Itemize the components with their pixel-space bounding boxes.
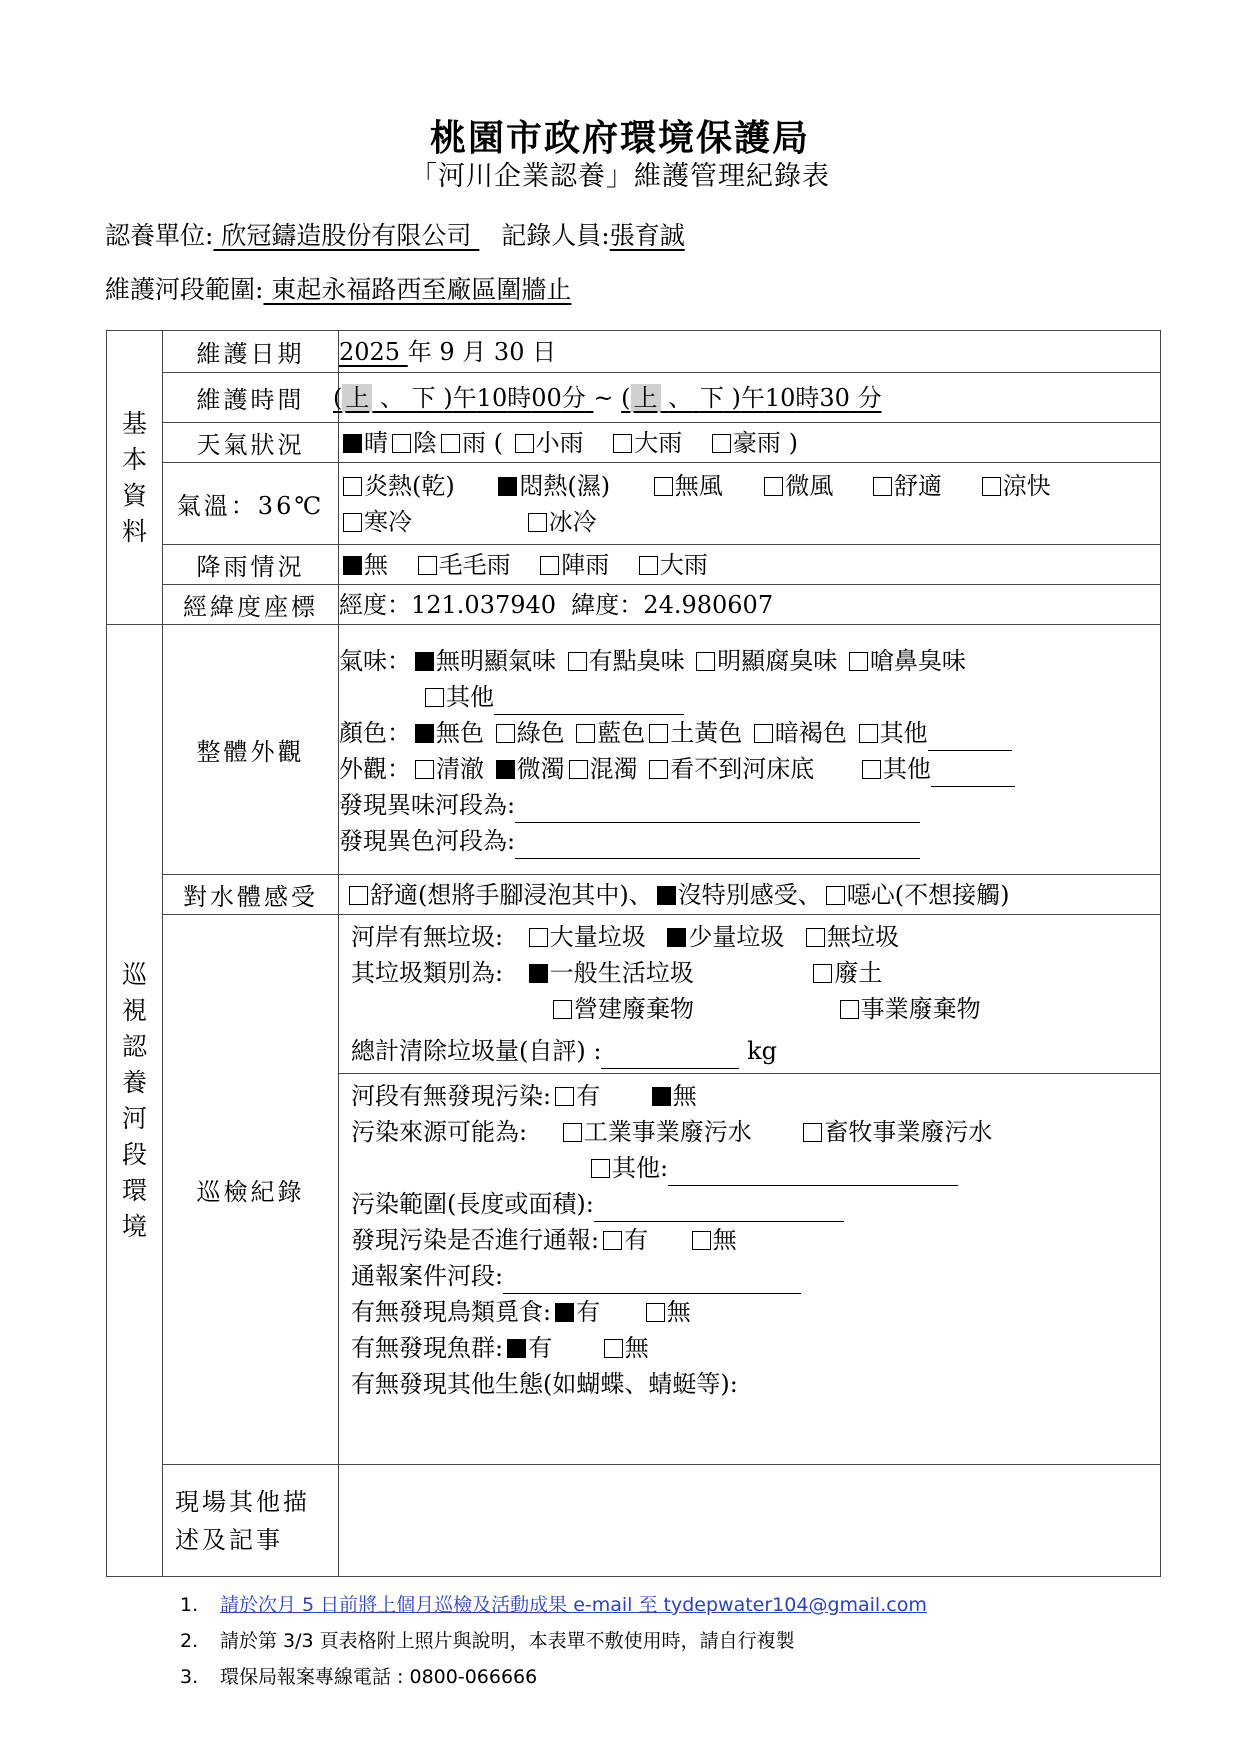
am-end-highlight[interactable]: 上 bbox=[631, 384, 661, 412]
checkbox-inspection-birds-1[interactable] bbox=[646, 1303, 665, 1322]
option-inspection-fish-0 bbox=[503, 1334, 552, 1362]
checkbox-label: 明顯腐臭味 bbox=[717, 646, 838, 675]
checkbox-label: 廢土 bbox=[834, 959, 883, 987]
range-line bbox=[105, 270, 571, 306]
checkbox-basic-temp-row2-0[interactable] bbox=[343, 513, 362, 532]
checkbox-label: 陰 bbox=[413, 428, 437, 457]
date-year[interactable]: 2025 bbox=[339, 337, 408, 366]
checkbox-label: 其他 bbox=[882, 754, 931, 783]
checkbox-feeling-options-2[interactable] bbox=[826, 886, 845, 905]
option-appearance-color-0 bbox=[411, 719, 484, 747]
checkbox-basic-weather-2[interactable] bbox=[441, 434, 460, 453]
water-feeling-label: 對水體感受 bbox=[163, 875, 339, 915]
checkbox-label: 其他 bbox=[446, 682, 494, 711]
checkbox-basic-temp-row1-3[interactable] bbox=[764, 477, 783, 496]
checkbox-appearance-color-3[interactable] bbox=[649, 724, 668, 743]
option-inspection-sources-1 bbox=[799, 1118, 992, 1146]
odor-section-label: 發現異味河段為: bbox=[339, 790, 516, 819]
checkbox-garbage-types-0[interactable] bbox=[529, 964, 548, 983]
checkbox-appearance-look-1[interactable] bbox=[496, 760, 515, 779]
garbage-type-label: 其垃圾類別為: bbox=[351, 959, 504, 987]
pm-end[interactable]: 下 bbox=[699, 383, 724, 412]
checkbox-label: 藍色 bbox=[597, 718, 646, 747]
option-basic-temp-row1-2 bbox=[650, 472, 723, 500]
garbage-total-label: 總計清除垃圾量(自評) : bbox=[351, 1037, 602, 1065]
option-inspection-report-1 bbox=[688, 1226, 737, 1254]
option-appearance-odor-3 bbox=[845, 647, 966, 675]
adopter-line bbox=[105, 216, 685, 252]
checkbox-label: 雨 bbox=[462, 428, 486, 457]
time-field[interactable]: ( 上 、 下 )午10時00分 ~ ( 上 、 下 )午10時30 分 bbox=[339, 373, 1161, 423]
checkbox-label: 有 bbox=[576, 1298, 601, 1326]
adopter-label: 認養單位: bbox=[105, 221, 214, 250]
report-label: 發現污染是否進行通報: bbox=[351, 1226, 600, 1254]
checkbox-label: 其他: bbox=[612, 1154, 669, 1182]
note-1-email-link[interactable]: 請於次月 5 日前將上個月巡檢及活動成果 e-mail 至 tydepwater104@gmail.com bbox=[220, 1594, 927, 1616]
checkbox-label: 無風 bbox=[674, 471, 723, 500]
checkbox-basic-rain-types-1[interactable] bbox=[613, 434, 632, 453]
weather-label: 天氣狀況 bbox=[163, 423, 339, 463]
option-inspection-sources-0 bbox=[559, 1118, 752, 1146]
coordinates-field[interactable] bbox=[339, 585, 1161, 625]
checkbox-label: 無明顯氣味 bbox=[436, 646, 556, 675]
checkbox-label: 無 bbox=[624, 1334, 649, 1362]
checkbox-garbage-presence-1[interactable] bbox=[667, 928, 686, 947]
adopter-value[interactable]: 欣冠鑄造股份有限公司 bbox=[213, 221, 480, 250]
option-inspection-fish-1 bbox=[600, 1334, 649, 1362]
checkbox-label: 大雨 bbox=[634, 428, 683, 457]
checkbox-label: 營建廢棄物 bbox=[574, 995, 694, 1023]
checkbox-label: 無色 bbox=[436, 718, 484, 747]
checkbox-label: 其他 bbox=[879, 718, 928, 747]
option-feeling-options-2 bbox=[822, 881, 1010, 909]
checkbox-label: 悶熱(濕) bbox=[519, 471, 611, 500]
report-case-blank[interactable] bbox=[503, 1269, 801, 1294]
checkbox-inspection-pollution-1[interactable] bbox=[652, 1087, 671, 1106]
option-appearance-odor-other bbox=[421, 683, 494, 711]
option-appearance-color-3 bbox=[645, 719, 742, 747]
end-minute[interactable]: 30 bbox=[819, 383, 850, 412]
birds-label: 有無發現鳥類覓食: bbox=[351, 1298, 552, 1326]
remarks-label: 現場其他描 述及記事 bbox=[163, 1465, 339, 1577]
section-patrol-environment: 巡 視 認 養 河 段 環 境 bbox=[107, 625, 163, 1577]
option-basic-rainfall-0 bbox=[339, 551, 388, 579]
option-appearance-color-5 bbox=[855, 719, 928, 747]
pm-start[interactable]: 下 bbox=[411, 383, 436, 412]
color-section-blank[interactable] bbox=[515, 834, 920, 859]
checkbox-basic-temp-row1-1[interactable] bbox=[498, 477, 517, 496]
option-appearance-look-0 bbox=[411, 755, 484, 783]
checkbox-basic-temp-row2-1[interactable] bbox=[528, 513, 547, 532]
checkbox-appearance-look-4[interactable] bbox=[862, 760, 881, 779]
option-inspection-pollution-0 bbox=[551, 1082, 600, 1110]
checkbox-label: 沒特別感受、 bbox=[677, 880, 822, 909]
checkbox-label: 噁心(不想接觸) bbox=[846, 880, 1010, 909]
inspection-field bbox=[339, 915, 1161, 1465]
checkbox-inspection-fish-0[interactable] bbox=[507, 1339, 526, 1358]
checkbox-feeling-options-1[interactable] bbox=[657, 886, 676, 905]
checkbox-garbage-presence-0[interactable] bbox=[529, 928, 548, 947]
option-basic-temp-row2-1 bbox=[524, 508, 597, 536]
checkbox-garbage-presence-2[interactable] bbox=[806, 928, 825, 947]
color-other-blank[interactable] bbox=[928, 726, 1012, 751]
option-garbage-presence-1 bbox=[663, 923, 784, 951]
option-basic-temp-row1-0 bbox=[339, 472, 455, 500]
option-garbage-types-2 bbox=[549, 995, 694, 1023]
checkbox-inspection-report-0[interactable] bbox=[603, 1231, 622, 1250]
checkbox-appearance-look-2[interactable] bbox=[569, 760, 588, 779]
option-basic-temp-row1-5 bbox=[978, 472, 1051, 500]
option-appearance-color-1 bbox=[492, 719, 565, 747]
start-minute[interactable]: 00 bbox=[531, 383, 562, 412]
checkbox-appearance-color-2[interactable] bbox=[576, 724, 595, 743]
checkbox-basic-rainfall-3[interactable] bbox=[639, 556, 658, 575]
checkbox-label: 冰冷 bbox=[548, 507, 597, 536]
checkbox-appearance-odor-1[interactable] bbox=[568, 652, 587, 671]
coordinates-label: 經緯度座標 bbox=[163, 585, 339, 625]
appearance-field bbox=[339, 625, 1161, 875]
checkbox-label: 有點臭味 bbox=[588, 646, 685, 675]
pollution-block bbox=[339, 1074, 1160, 1402]
date-field[interactable] bbox=[339, 331, 1161, 373]
checkbox-inspection-birds-0[interactable] bbox=[555, 1303, 574, 1322]
checkbox-basic-rain-types-2[interactable] bbox=[712, 434, 731, 453]
rainfall-label: 降雨情況 bbox=[163, 545, 339, 585]
checkbox-label: 一般生活垃圾 bbox=[549, 959, 694, 987]
pollution-extent-blank[interactable] bbox=[594, 1197, 844, 1222]
pollution-extent-label: 污染範圍(長度或面積): bbox=[351, 1190, 594, 1218]
section-basic-info: 基 本 資 料 bbox=[107, 331, 163, 625]
color-label: 顏色： bbox=[339, 718, 411, 747]
garbage-total-blank[interactable] bbox=[601, 1044, 739, 1069]
checkbox-appearance-odor-other[interactable] bbox=[425, 688, 444, 707]
checkbox-label: 暗褐色 bbox=[774, 718, 847, 747]
option-appearance-look-2 bbox=[565, 755, 638, 783]
checkbox-label: 無垃圾 bbox=[827, 923, 900, 951]
weather-field: 晴 陰 雨 ( 小雨 大雨 豪雨 ) bbox=[339, 423, 1161, 463]
checkbox-appearance-look-3[interactable] bbox=[649, 760, 668, 779]
checkbox-label: 少量垃圾 bbox=[688, 923, 785, 951]
note-1: 1. 請於次月 5 日前將上個月巡檢及活動成果 e-mail 至 tydepwater104@gmail.com bbox=[180, 1594, 927, 1616]
option-inspection-birds-0 bbox=[551, 1298, 600, 1326]
checkbox-appearance-odor-2[interactable] bbox=[696, 652, 715, 671]
checkbox-basic-weather-0[interactable] bbox=[343, 434, 362, 453]
inspection-label: 巡檢紀錄 bbox=[163, 915, 339, 1465]
checkbox-appearance-look-0[interactable] bbox=[415, 760, 434, 779]
checkbox-label: 陣雨 bbox=[561, 550, 610, 579]
recorder-value[interactable]: 張育誠 bbox=[609, 221, 685, 250]
option-basic-rain-types-0 bbox=[511, 429, 584, 457]
look-other-blank[interactable] bbox=[931, 762, 1015, 787]
checkbox-label: 嗆鼻臭味 bbox=[869, 646, 966, 675]
checkbox-appearance-color-5[interactable] bbox=[859, 724, 878, 743]
pollution-label: 河段有無發現污染: bbox=[351, 1082, 552, 1110]
checkbox-basic-rainfall-1[interactable] bbox=[418, 556, 437, 575]
option-inspection-birds-1 bbox=[642, 1298, 691, 1326]
checkbox-label: 無 bbox=[364, 550, 388, 579]
checkbox-basic-rainfall-0[interactable] bbox=[343, 556, 362, 575]
checkbox-garbage-types-2[interactable] bbox=[553, 1000, 572, 1019]
checkbox-appearance-color-4[interactable] bbox=[754, 724, 773, 743]
checkbox-appearance-odor-3[interactable] bbox=[849, 652, 868, 671]
am-start-highlight[interactable]: 上 bbox=[342, 384, 372, 412]
checkbox-basic-temp-row1-5[interactable] bbox=[982, 477, 1001, 496]
checkbox-label: 土黃色 bbox=[670, 718, 743, 747]
checkbox-label: 舒適 bbox=[894, 471, 943, 500]
option-basic-rain-types-2 bbox=[708, 429, 781, 457]
note-2: 2. 請於第 3/3 頁表格附上照片與說明，本表單不敷使用時，請自行複製 bbox=[180, 1630, 795, 1652]
checkbox-label: 有 bbox=[528, 1334, 553, 1362]
option-feeling-options-1 bbox=[653, 881, 822, 909]
look-label: 外觀： bbox=[339, 754, 411, 783]
option-basic-weather-1 bbox=[388, 429, 437, 457]
rainfall-field bbox=[339, 545, 1161, 585]
checkbox-basic-temp-row1-0[interactable] bbox=[343, 477, 362, 496]
month-unit: 月 bbox=[462, 337, 487, 366]
time-range-separator: ~ bbox=[593, 383, 614, 412]
year-unit: 年 bbox=[407, 337, 432, 366]
option-basic-rainfall-3 bbox=[635, 551, 708, 579]
start-hour[interactable]: 10 bbox=[476, 383, 508, 412]
appearance-label: 整體外觀 bbox=[163, 625, 339, 875]
checkbox-label: 看不到河床底 bbox=[670, 754, 815, 783]
color-section-label: 發現異色河段為: bbox=[339, 826, 516, 855]
option-inspection-report-0 bbox=[599, 1226, 648, 1254]
water-feeling-field bbox=[339, 875, 1161, 915]
form-title: 「河川企業認養」維護管理紀錄表 bbox=[410, 161, 830, 192]
other-ecology-label: 有無發現其他生態(如蝴蝶、蜻蜓等): bbox=[351, 1370, 738, 1398]
option-basic-temp-row1-3 bbox=[760, 472, 833, 500]
date-day[interactable]: 30 bbox=[493, 337, 525, 366]
checkbox-basic-temp-row1-2[interactable] bbox=[654, 477, 673, 496]
checkbox-inspection-sources-2[interactable] bbox=[591, 1159, 610, 1178]
checkbox-label: 晴 bbox=[364, 428, 388, 457]
checkbox-label: 微濁 bbox=[516, 754, 565, 783]
checkbox-label: 豪雨 bbox=[732, 428, 781, 457]
pollution-source-label: 污染來源可能為: bbox=[351, 1118, 528, 1146]
note-3: 3. 環保局報案專線電話 : 0800-066666 bbox=[180, 1666, 538, 1688]
option-appearance-look-1 bbox=[492, 755, 565, 783]
checkbox-basic-temp-row1-4[interactable] bbox=[873, 477, 892, 496]
checkbox-label: 事業廢棄物 bbox=[860, 995, 981, 1023]
option-garbage-types-0 bbox=[525, 959, 694, 987]
checkbox-appearance-odor-0[interactable] bbox=[415, 652, 434, 671]
recorder-label: 記錄人員: bbox=[501, 221, 610, 250]
option-basic-weather-2 bbox=[437, 429, 486, 457]
checkbox-label: 毛毛雨 bbox=[438, 550, 511, 579]
checkbox-appearance-color-0[interactable] bbox=[415, 724, 434, 743]
checkbox-label: 有 bbox=[624, 1226, 649, 1254]
range-value[interactable]: 東起永福路西至廠區圍牆止 bbox=[263, 275, 572, 304]
option-feeling-options-0 bbox=[345, 881, 653, 909]
option-garbage-types-1 bbox=[809, 959, 882, 987]
date-label: 維護日期 bbox=[163, 331, 339, 373]
temperature-label: 氣溫：36℃ bbox=[163, 463, 339, 545]
option-inspection-pollution-1 bbox=[648, 1082, 697, 1110]
checkbox-label: 混濁 bbox=[589, 754, 638, 783]
option-basic-temp-row1-1 bbox=[494, 472, 610, 500]
odor-other-blank[interactable] bbox=[494, 690, 684, 715]
checkbox-label: 小雨 bbox=[535, 428, 584, 457]
checkbox-basic-rain-types-0[interactable] bbox=[515, 434, 534, 453]
option-appearance-odor-0 bbox=[411, 647, 556, 675]
odor-label: 氣味： bbox=[339, 646, 411, 675]
coordinates-value[interactable]: 經度：121.037940 緯度：24.980607 bbox=[339, 590, 774, 619]
checkbox-basic-weather-1[interactable] bbox=[392, 434, 411, 453]
checkbox-garbage-types-1[interactable] bbox=[813, 964, 832, 983]
checkbox-basic-rainfall-2[interactable] bbox=[540, 556, 559, 575]
garbage-total-unit: kg bbox=[747, 1037, 777, 1065]
option-appearance-color-4 bbox=[750, 719, 847, 747]
checkbox-inspection-fish-1[interactable] bbox=[604, 1339, 623, 1358]
report-case-label: 通報案件河段: bbox=[351, 1262, 504, 1290]
checkbox-label: 舒適(想將手腳浸泡其中)、 bbox=[370, 880, 653, 909]
checkbox-garbage-types-3[interactable] bbox=[840, 1000, 859, 1019]
checkbox-label: 炎熱(乾) bbox=[364, 471, 455, 500]
checkbox-inspection-pollution-0[interactable] bbox=[555, 1087, 574, 1106]
checkbox-label: 涼快 bbox=[1002, 471, 1051, 500]
date-month[interactable]: 9 bbox=[439, 337, 455, 366]
maintenance-record-table bbox=[106, 330, 1161, 1577]
pollution-source-other-blank[interactable] bbox=[668, 1161, 958, 1186]
option-basic-temp-row1-4 bbox=[869, 472, 942, 500]
checkbox-inspection-sources-0[interactable] bbox=[563, 1123, 582, 1142]
checkbox-label: 工業事業廢污水 bbox=[583, 1118, 752, 1146]
garbage-block bbox=[339, 915, 1160, 1074]
agency-title: 桃園市政府環境保護局 bbox=[429, 117, 810, 159]
garbage-presence-label: 河岸有無垃圾: bbox=[351, 923, 504, 951]
checkbox-appearance-color-1[interactable] bbox=[496, 724, 515, 743]
option-appearance-odor-1 bbox=[564, 647, 685, 675]
option-basic-temp-row2-0 bbox=[339, 508, 412, 536]
option-basic-weather-0 bbox=[339, 429, 388, 457]
option-garbage-presence-0 bbox=[525, 923, 646, 951]
option-basic-rainfall-1 bbox=[414, 551, 511, 579]
option-garbage-presence-2 bbox=[802, 923, 899, 951]
option-garbage-types-3 bbox=[836, 995, 981, 1023]
option-appearance-color-2 bbox=[572, 719, 645, 747]
fish-label: 有無發現魚群: bbox=[351, 1334, 504, 1362]
checkbox-inspection-report-1[interactable] bbox=[692, 1231, 711, 1250]
range-label: 維護河段範圍: bbox=[105, 275, 264, 304]
option-inspection-sources-2 bbox=[587, 1154, 668, 1182]
checkbox-label: 有 bbox=[576, 1082, 601, 1110]
remarks-field[interactable] bbox=[339, 1465, 1161, 1577]
checkbox-label: 大量垃圾 bbox=[549, 923, 646, 951]
option-appearance-odor-2 bbox=[692, 647, 837, 675]
day-unit: 日 bbox=[532, 337, 557, 366]
end-hour[interactable]: 10 bbox=[764, 383, 796, 412]
odor-section-blank[interactable] bbox=[515, 798, 920, 823]
checkbox-label: 無 bbox=[712, 1226, 737, 1254]
checkbox-label: 無 bbox=[672, 1082, 697, 1110]
checkbox-feeling-options-0[interactable] bbox=[349, 886, 368, 905]
checkbox-label: 綠色 bbox=[516, 718, 565, 747]
checkbox-label: 無 bbox=[666, 1298, 691, 1326]
option-appearance-look-3 bbox=[645, 755, 814, 783]
checkbox-label: 大雨 bbox=[659, 550, 708, 579]
checkbox-inspection-sources-1[interactable] bbox=[803, 1123, 822, 1142]
option-basic-rainfall-2 bbox=[536, 551, 609, 579]
checkbox-label: 微風 bbox=[785, 471, 834, 500]
option-basic-rain-types-1 bbox=[609, 429, 682, 457]
time-label: 維護時間 bbox=[163, 373, 339, 423]
checkbox-label: 畜牧事業廢污水 bbox=[824, 1118, 993, 1146]
checkbox-label: 清澈 bbox=[436, 754, 484, 783]
option-appearance-look-4 bbox=[858, 755, 931, 783]
checkbox-label: 寒冷 bbox=[364, 507, 412, 536]
temperature-field bbox=[339, 463, 1161, 545]
